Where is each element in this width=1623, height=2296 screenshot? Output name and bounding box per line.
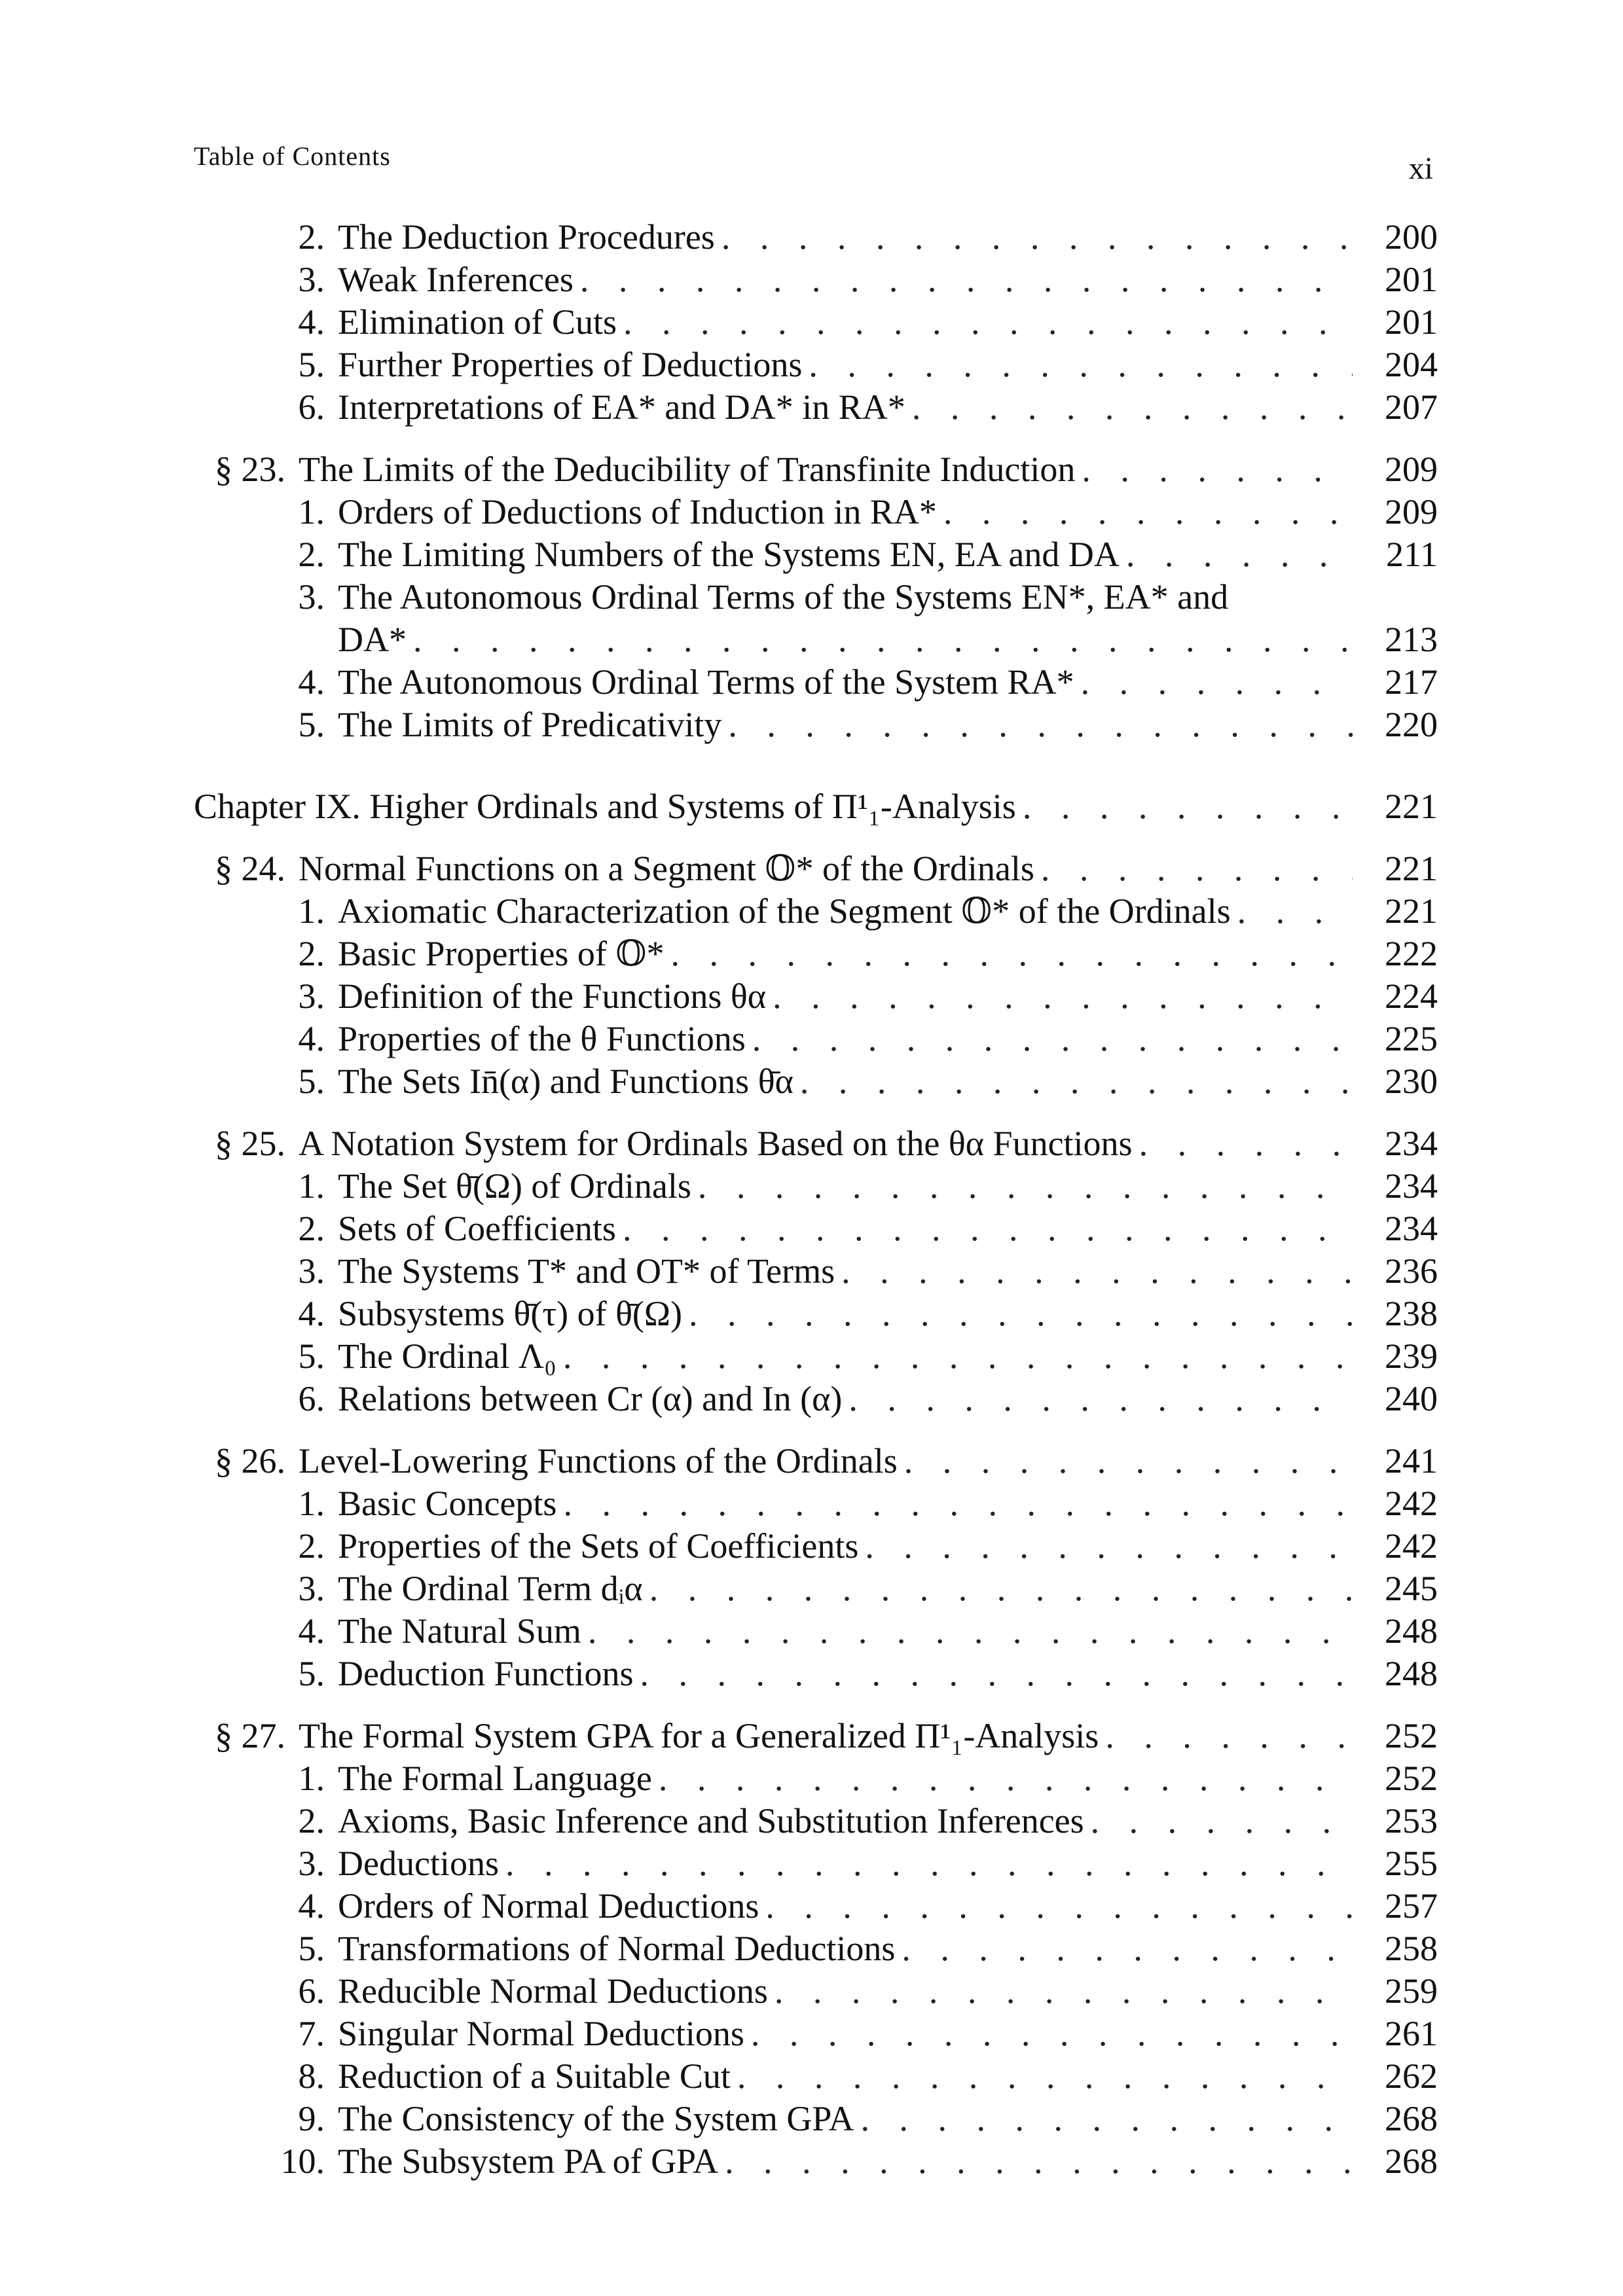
entry-number: 3. — [298, 1569, 325, 1608]
entry-page: 209 — [1385, 492, 1438, 531]
toc-entry — [194, 533, 1438, 576]
toc-entry — [194, 1568, 1438, 1610]
entry-number: 3. — [298, 260, 325, 299]
entry-number: 3. — [298, 1251, 325, 1291]
entry-title: The Limits of the Deducibility of Transfinite Induction — [299, 450, 1076, 489]
entry-page: 217 — [1385, 662, 1438, 702]
entry-number: 6. — [298, 1379, 325, 1418]
entry-title: The Limiting Numbers of the Systems EN, EA and DA — [338, 535, 1120, 574]
section-entry — [194, 1715, 1438, 1757]
dot-leader — [633, 1653, 1353, 1695]
entry-number: 2. — [298, 1801, 325, 1840]
entry-title-continuation: DA* — [338, 620, 407, 659]
entry-number: 4. — [298, 1886, 325, 1926]
dot-leader — [721, 704, 1353, 746]
toc-entry — [194, 1165, 1438, 1208]
dot-leader — [556, 1482, 1353, 1525]
toc-entry — [194, 1018, 1438, 1060]
entry-number: 8. — [298, 2056, 325, 2096]
entry-number: 1. — [298, 891, 325, 931]
entry-title: Further Properties of Deductions — [338, 345, 803, 384]
dot-leader — [1075, 448, 1353, 491]
toc-entry — [194, 1335, 1438, 1378]
entry-page: 201 — [1385, 302, 1438, 342]
entry-number: 2. — [298, 217, 325, 257]
entry-title: Deduction Functions — [338, 1654, 634, 1693]
toc-entry — [194, 1842, 1438, 1885]
entry-page: 238 — [1385, 1294, 1438, 1333]
chapter-entry — [194, 785, 1438, 828]
entry-page: 255 — [1385, 1844, 1438, 1883]
toc-entry — [194, 1293, 1438, 1335]
entry-page: 230 — [1385, 1062, 1438, 1101]
entry-page: 240 — [1385, 1379, 1438, 1418]
entry-page: 248 — [1385, 1611, 1438, 1651]
toc-entry — [194, 576, 1438, 619]
toc-entry — [194, 491, 1438, 533]
toc-entry — [194, 1885, 1438, 1928]
entry-title: Properties of the Sets of Coefficients — [338, 1526, 859, 1566]
entry-page: 222 — [1385, 934, 1438, 973]
entry-page: 200 — [1385, 217, 1438, 257]
entry-page: 259 — [1385, 1971, 1438, 2011]
entry-title: The Set θ̄(Ω) of Ordinals — [338, 1166, 691, 1206]
entry-page: 224 — [1385, 977, 1438, 1016]
entry-number: 4. — [298, 1611, 325, 1651]
entry-page: 234 — [1385, 1124, 1438, 1163]
toc-entry — [194, 344, 1438, 386]
entry-number: 6. — [298, 1971, 325, 2011]
entry-number: 5. — [298, 705, 325, 744]
entry-page: 207 — [1385, 387, 1438, 427]
entry-page: 221 — [1385, 787, 1438, 826]
entry-number: 9. — [298, 2099, 325, 2138]
entry-title: Interpretations of EA* and DA* in RA* — [338, 387, 905, 427]
section-entry — [194, 848, 1438, 890]
entry-title: The Ordinal Term dᵢα — [338, 1569, 643, 1608]
entry-title: Normal Functions on a Segment 𝕆* of the Ordinals — [299, 849, 1034, 888]
entry-page: 220 — [1385, 705, 1438, 744]
entry-title: Subsystems θ̄(τ) of θ̄(Ω) — [338, 1294, 683, 1333]
entry-title: The Consistency of the System GPA — [338, 2099, 854, 2138]
toc-entry — [194, 1378, 1438, 1420]
entry-title: The Ordinal Λ₀ — [338, 1336, 556, 1376]
entry-title: Axioms, Basic Inference and Substitution Inferences — [338, 1801, 1084, 1840]
toc-entry — [194, 1250, 1438, 1293]
entry-page: 248 — [1385, 1654, 1438, 1693]
entry-number: 5. — [298, 1929, 325, 1968]
dot-leader — [898, 1440, 1353, 1482]
toc-entry — [194, 1970, 1438, 2013]
dot-leader — [1099, 1715, 1353, 1757]
dot-leader — [1034, 848, 1353, 890]
entry-page: 241 — [1385, 1441, 1438, 1480]
section-entry — [194, 1440, 1438, 1482]
entry-title: Definition of the Functions θα — [338, 977, 767, 1016]
toc-entry — [194, 1482, 1438, 1525]
entry-page: 225 — [1385, 1019, 1438, 1058]
entry-number: 2. — [298, 1526, 325, 1566]
dot-leader — [499, 1842, 1353, 1885]
toc-entry — [194, 2055, 1438, 2098]
dot-leader — [581, 1610, 1353, 1653]
toc-entry — [194, 1757, 1438, 1800]
toc-entry — [194, 301, 1438, 344]
entry-page: 211 — [1386, 535, 1438, 574]
dot-leader — [842, 1378, 1353, 1420]
entry-number: 1. — [298, 1166, 325, 1206]
entry-number: 1. — [298, 1484, 325, 1523]
dot-leader — [744, 2013, 1353, 2055]
entry-page: 204 — [1385, 345, 1438, 384]
toc-entry — [194, 890, 1438, 933]
dot-leader — [407, 619, 1353, 661]
section-entry — [194, 448, 1438, 491]
entry-title: Sets of Coefficients — [338, 1209, 616, 1248]
entry-title: Properties of the θ Functions — [338, 1019, 746, 1058]
dot-leader — [802, 344, 1353, 386]
toc-entry — [194, 2140, 1438, 2183]
entry-number: 7. — [298, 2014, 325, 2053]
entry-title: Reduction of a Suitable Cut — [338, 2056, 731, 2096]
dot-leader — [768, 1970, 1353, 2013]
entry-title: Basic Properties of 𝕆* — [338, 934, 665, 973]
entry-number: 5. — [298, 1062, 325, 1101]
toc-entry — [194, 1800, 1438, 1842]
entry-number: 5. — [298, 1654, 325, 1693]
entry-title: Relations between Cr (α) and In (α) — [338, 1379, 843, 1418]
dot-leader — [1231, 890, 1353, 933]
entry-page: 201 — [1385, 260, 1438, 299]
entry-title: The Sets In̄(α) and Functions θ̄α — [338, 1062, 793, 1101]
entry-page: 234 — [1385, 1166, 1438, 1206]
entry-page: 242 — [1385, 1526, 1438, 1566]
entry-page: 242 — [1385, 1484, 1438, 1523]
entry-number: 4. — [298, 662, 325, 702]
dot-leader — [617, 301, 1353, 344]
toc-entry — [194, 1525, 1438, 1568]
toc-entry — [194, 1610, 1438, 1653]
toc-entry — [194, 259, 1438, 301]
entry-page: 257 — [1385, 1886, 1438, 1926]
entry-number: 3. — [298, 977, 325, 1016]
dot-leader — [556, 1335, 1353, 1378]
toc-entry — [194, 216, 1438, 259]
dot-leader — [682, 1293, 1353, 1335]
entry-title: Elimination of Cuts — [338, 302, 617, 342]
dot-leader — [616, 1208, 1353, 1250]
entry-number: 3. — [298, 1844, 325, 1883]
entry-page: 213 — [1385, 620, 1438, 659]
entry-number: § 26. — [215, 1441, 285, 1480]
page-number: xi — [1408, 151, 1433, 186]
entry-number: 2. — [298, 1209, 325, 1248]
toc-entry — [194, 1060, 1438, 1103]
entry-number: 4. — [298, 1019, 325, 1058]
entry-number: 4. — [298, 1294, 325, 1333]
entry-title: Orders of Normal Deductions — [338, 1886, 759, 1926]
section-entry — [194, 1122, 1438, 1165]
dot-leader — [1016, 785, 1353, 828]
toc-entry — [194, 2098, 1438, 2140]
toc-entry — [194, 704, 1438, 746]
toc-entry-continuation — [194, 619, 1438, 661]
entry-page: 262 — [1385, 2056, 1438, 2096]
entry-title: The Autonomous Ordinal Terms of the Systems EN*, EA* and — [338, 577, 1229, 617]
entry-number: 1. — [298, 1759, 325, 1798]
dot-leader — [1120, 533, 1353, 576]
entry-number: 10. — [280, 2142, 325, 2181]
toc-entry — [194, 661, 1438, 704]
entry-page: 221 — [1385, 891, 1438, 931]
entry-number: § 23. — [215, 450, 285, 489]
dot-leader — [715, 216, 1353, 259]
entry-page: 253 — [1385, 1801, 1438, 1840]
entry-number: 1. — [298, 492, 325, 531]
running-header-title: Table of Contents — [194, 141, 391, 171]
entry-title: The Autonomous Ordinal Terms of the System RA* — [338, 662, 1074, 702]
entry-title: Orders of Deductions of Induction in RA* — [338, 492, 937, 531]
dot-leader — [691, 1165, 1353, 1208]
toc-entry — [194, 1653, 1438, 1695]
dot-leader — [718, 2140, 1353, 2183]
entry-title: The Subsystem PA of GPA — [338, 2142, 719, 2181]
entry-title: The Systems T* and OT* of Terms — [338, 1251, 835, 1291]
toc-entry — [194, 2013, 1438, 2055]
dot-leader — [652, 1757, 1353, 1800]
entry-page: 234 — [1385, 1209, 1438, 1248]
dot-leader — [1133, 1122, 1353, 1165]
entry-number: § 24. — [215, 849, 285, 888]
dot-leader — [793, 1060, 1353, 1103]
entry-number: 6. — [298, 387, 325, 427]
entry-title: The Formal System GPA for a Generalized Π¹₁-Analysis — [299, 1716, 1099, 1755]
entry-title: Weak Inferences — [338, 260, 574, 299]
dot-leader — [858, 1525, 1353, 1568]
dot-leader — [643, 1568, 1353, 1610]
entry-title: The Formal Language — [338, 1759, 652, 1798]
entry-number: 2. — [298, 535, 325, 574]
toc-entry — [194, 1208, 1438, 1250]
toc-entry — [194, 386, 1438, 429]
entry-number: 3. — [298, 577, 325, 617]
dot-leader — [766, 975, 1353, 1018]
entry-number: § 27. — [215, 1716, 285, 1755]
entry-page: 221 — [1385, 849, 1438, 888]
toc-entry — [194, 933, 1438, 975]
dot-leader — [759, 1885, 1353, 1928]
entry-title: The Limits of Predicativity — [338, 705, 722, 744]
entry-title: The Deduction Procedures — [338, 217, 715, 257]
toc-entry — [194, 975, 1438, 1018]
dot-leader — [731, 2055, 1353, 2098]
entry-title: A Notation System for Ordinals Based on the θα Functions — [299, 1124, 1133, 1163]
dot-leader — [905, 386, 1353, 429]
dot-leader — [835, 1250, 1353, 1293]
entry-page: 236 — [1385, 1251, 1438, 1291]
entry-number: § 25. — [215, 1124, 285, 1163]
entry-title: Chapter IX. Higher Ordinals and Systems of Π¹₁-Analysis — [194, 787, 1016, 826]
dot-leader — [1084, 1800, 1353, 1842]
entry-number: 2. — [298, 934, 325, 973]
dot-leader — [664, 933, 1353, 975]
entry-title: The Natural Sum — [338, 1611, 581, 1651]
entry-page: 252 — [1385, 1716, 1438, 1755]
dot-leader — [854, 2098, 1353, 2140]
entry-title: Transformations of Normal Deductions — [338, 1929, 896, 1968]
entry-title: Reducible Normal Deductions — [338, 1971, 768, 2011]
entry-page: 245 — [1385, 1569, 1438, 1608]
dot-leader — [746, 1018, 1353, 1060]
dot-leader — [1074, 661, 1353, 704]
entry-title: Deductions — [338, 1844, 499, 1883]
entry-page: 268 — [1385, 2099, 1438, 2138]
entry-page: 261 — [1385, 2014, 1438, 2053]
entry-number: 5. — [298, 1336, 325, 1376]
entry-title: Level-Lowering Functions of the Ordinals — [299, 1441, 898, 1480]
entry-title: Axiomatic Characterization of the Segment 𝕆* of the Ordinals — [338, 891, 1231, 931]
dot-leader — [895, 1928, 1353, 1970]
entry-title: Singular Normal Deductions — [338, 2014, 744, 2053]
entry-page: 252 — [1385, 1759, 1438, 1798]
entry-page: 268 — [1385, 2142, 1438, 2181]
table-of-contents — [194, 216, 1438, 2183]
dot-leader — [574, 259, 1353, 301]
entry-number: 4. — [298, 302, 325, 342]
entry-page: 239 — [1385, 1336, 1438, 1376]
entry-number: 5. — [298, 345, 325, 384]
toc-entry — [194, 1928, 1438, 1970]
entry-title: Basic Concepts — [338, 1484, 557, 1523]
dot-leader — [937, 491, 1353, 533]
entry-page: 209 — [1385, 450, 1438, 489]
entry-page: 258 — [1385, 1929, 1438, 1968]
